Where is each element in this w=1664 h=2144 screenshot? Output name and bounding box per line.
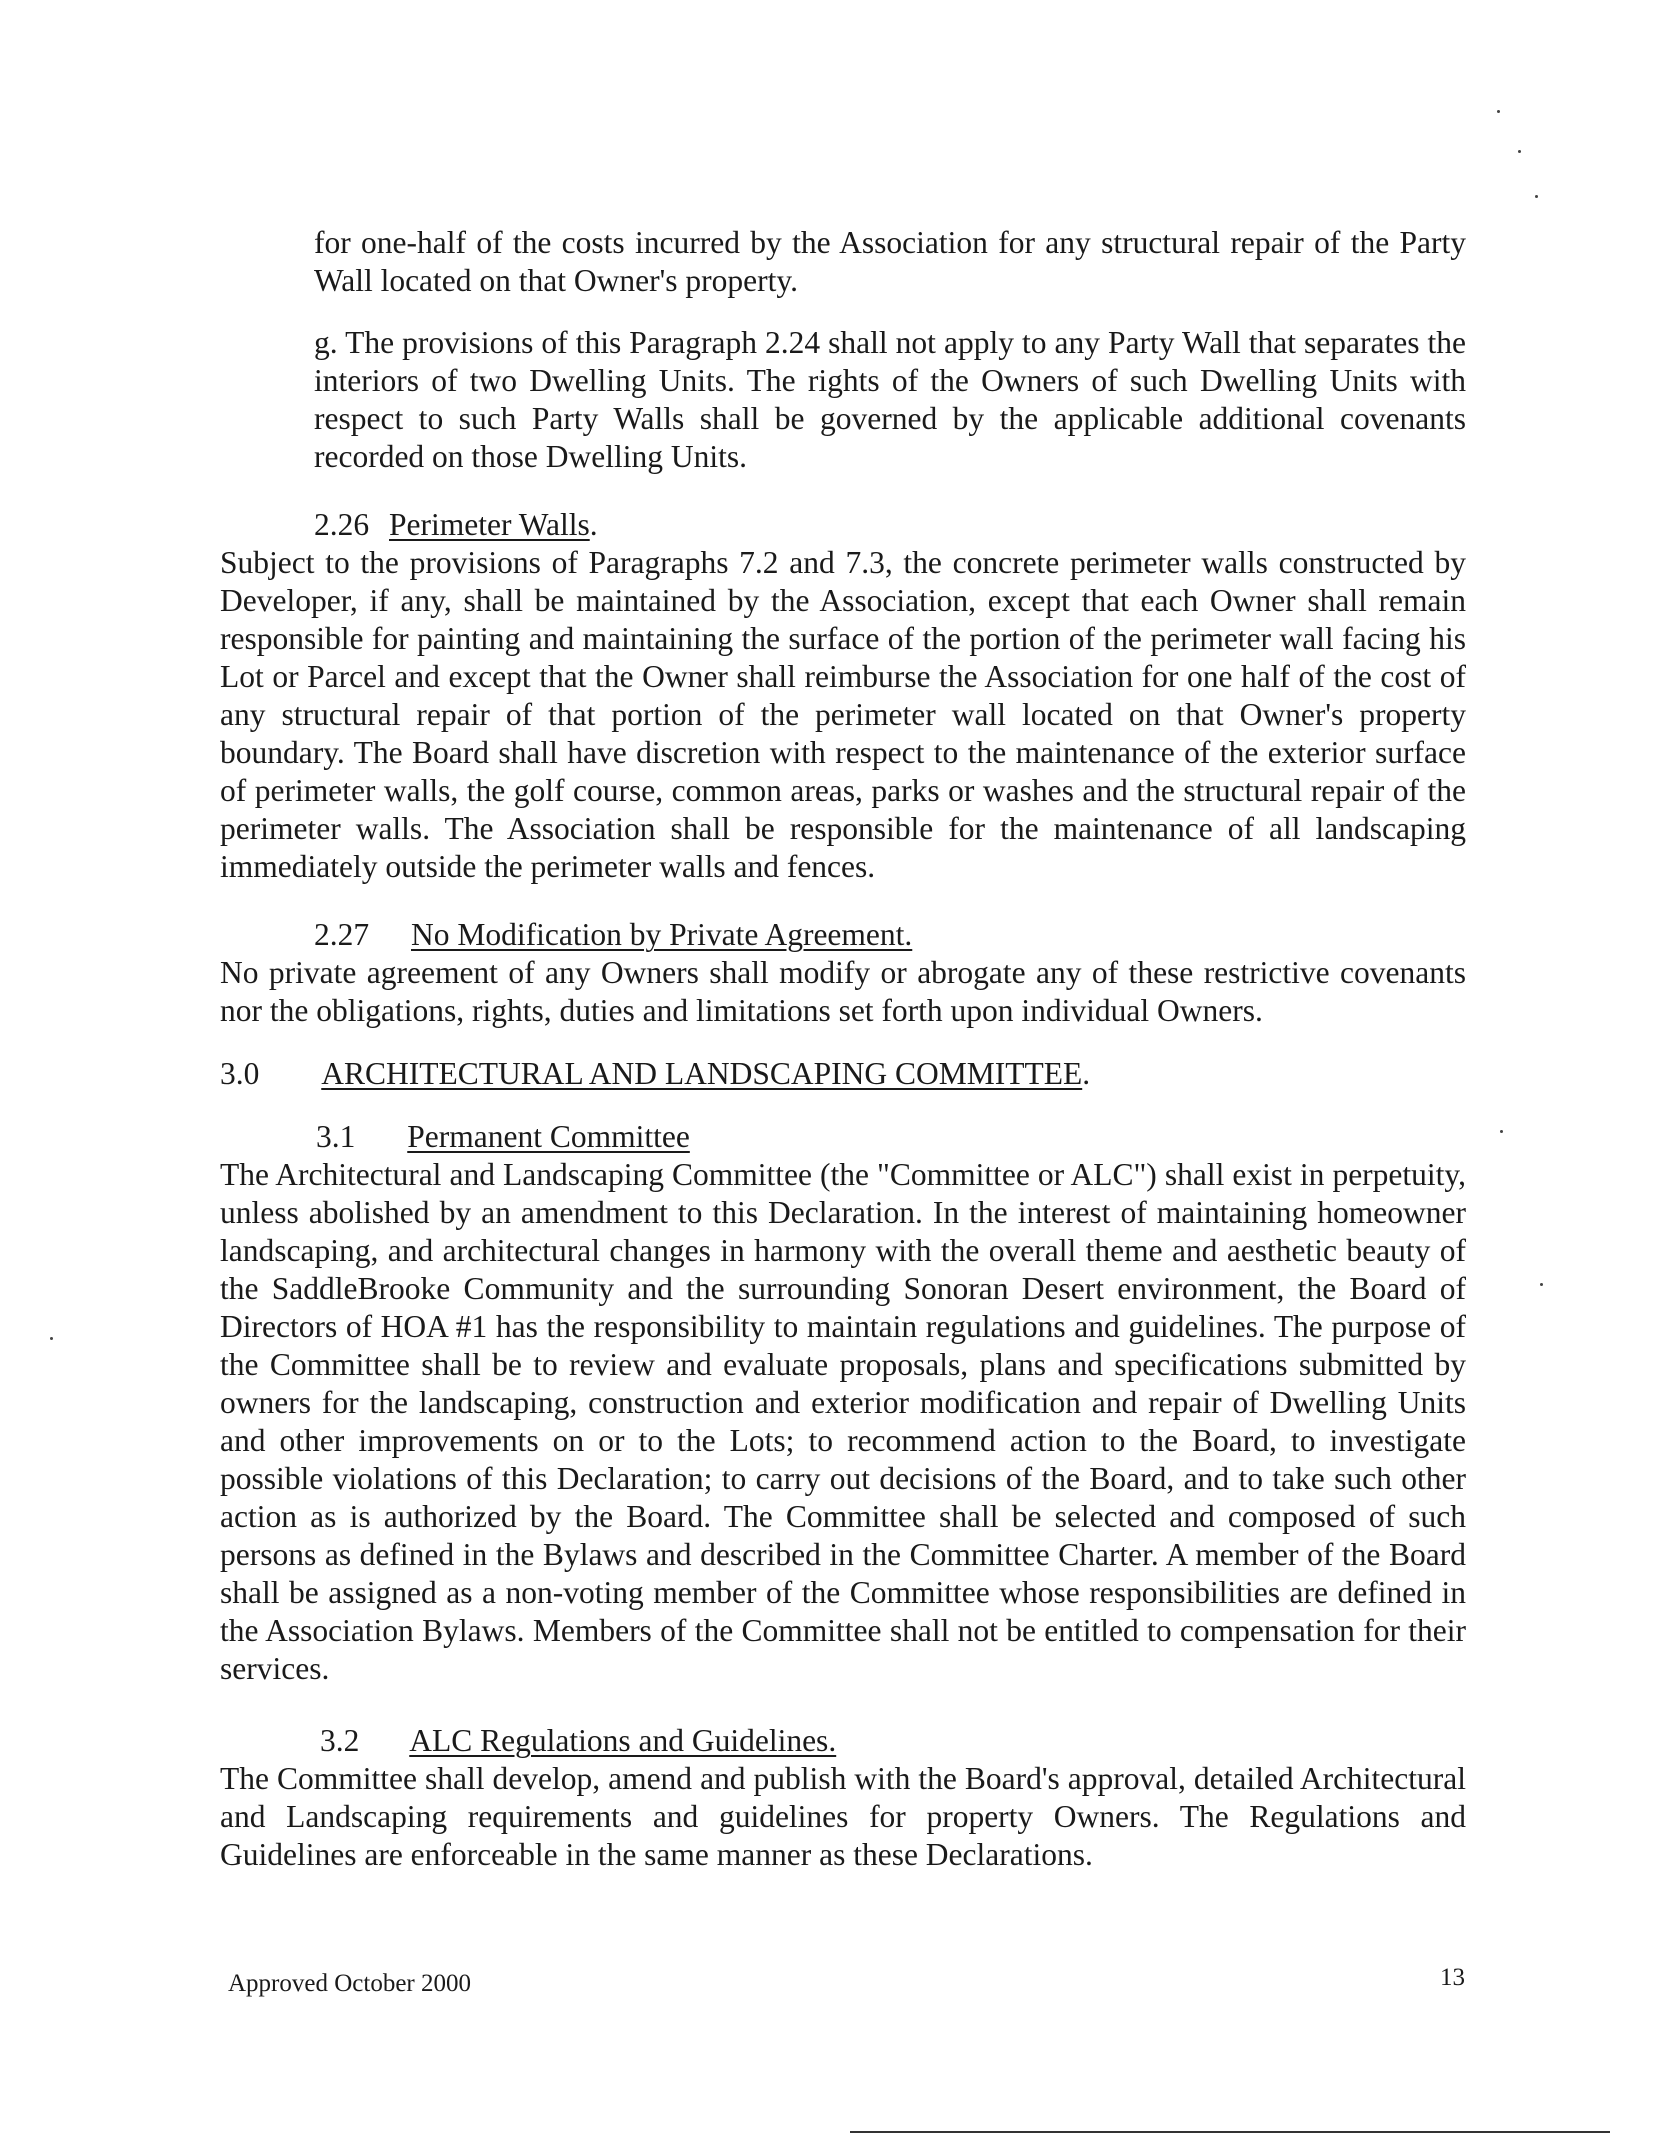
- section-title: ALC Regulations and Guidelines.: [409, 1723, 837, 1758]
- paragraph-g: g. The provisions of this Paragraph 2.24 shall not apply to any Party Wall that separates the interiors of two Dwelling Units. The rights of the Owners of such Dwelling Units with respect to such Party Walls shall be governed by the applicable additional covenants recorded on those Dwelling Units.: [314, 325, 1466, 474]
- section-3-1-heading: [316, 1118, 690, 1156]
- section-3-2-body: The Committee shall develop, amend and publish with the Board's approval, detailed Architectural and Landscaping requirements and guidelines for property Owners. The Regulations and Guidelines are enforceable in the same manner as these Declarations.: [220, 1761, 1466, 1872]
- section-title: Perimeter Walls: [389, 507, 590, 542]
- section-3-2-heading: [320, 1722, 836, 1760]
- scan-speck: [1540, 1283, 1543, 1286]
- section-number: 2.27: [314, 917, 370, 952]
- page-number: 13: [1440, 1964, 1465, 1991]
- section-number: 3.2: [320, 1723, 360, 1758]
- section-title: No Modification by Private Agreement.: [411, 917, 913, 952]
- scan-edge-line: [850, 2131, 1610, 2133]
- paragraph-f-continuation: for one-half of the costs incurred by the Association for any structural repair of the Party Wall located on that Owner's property.: [314, 225, 1466, 298]
- scan-speck: [1500, 1130, 1503, 1133]
- section-title: ARCHITECTURAL AND LANDSCAPING COMMITTEE: [321, 1056, 1083, 1091]
- section-3-0-heading: 3.0 ARCHITECTURAL AND LANDSCAPING COMMITTEE.: [220, 1056, 1091, 1091]
- section-2-26-heading: 2.26 Perimeter Walls.: [314, 507, 598, 542]
- section-2-27-body: No private agreement of any Owners shall modify or abrogate any of these restrictive covenants nor the obligations, rights, duties and limitations set forth upon individual Owners.: [220, 955, 1466, 1028]
- section-number: 3.0: [220, 1056, 260, 1091]
- scan-speck: [1497, 110, 1500, 113]
- scan-speck: [50, 1337, 53, 1340]
- scan-speck: [1535, 195, 1538, 198]
- section-number: 2.26: [314, 507, 370, 542]
- section-number: 3.1: [316, 1119, 356, 1154]
- scan-speck: [1518, 150, 1521, 153]
- approval-footer: Approved October 2000: [228, 1970, 471, 1997]
- section-2-26-body: Subject to the provisions of Paragraphs 7.2 and 7.3, the concrete perimeter walls constructed by Developer, if any, shall be maintained by the Association, except that each Owner shall remain responsible for painting and maintaining the surface of the portion of the perimeter wall facing his Lot or Parcel and except that the Owner shall reimburse the Association for one half of the cost of any structural repair of that portion of the perimeter wall located on that Owner's property boundary. The Board shall have discretion with respect to the maintenance of the exterior surface of perimeter walls, the golf course, common areas, parks or washes and the structural repair of the perimeter walls. The Association shall be responsible for the maintenance of all landscaping immediately outside the perimeter walls and fences.: [220, 545, 1466, 884]
- section-title: Permanent Committee: [407, 1119, 690, 1154]
- section-2-27-heading: [314, 916, 912, 954]
- section-3-1-body: The Architectural and Landscaping Committee (the "Committee or ALC") shall exist in perpetuity, unless abolished by an amendment to this Declaration. In the interest of maintaining homeowner landscaping, and architectural changes in harmony with the overall theme and aesthetic beauty of the SaddleBrooke Community and the surrounding Sonoran Desert environment, the Board of Directors of HOA #1 has the responsibility to maintain regulations and guidelines. The purpose of the Committee shall be to review and evaluate proposals, plans and specifications submitted by owners for the landscaping, construction and exterior modification and repair of Dwelling Units and other improvements on or to the Lots; to recommend action to the Board, to investigate possible violations of this Declaration; to carry out decisions of the Board, and to take such other action as is authorized by the Board. The Committee shall be selected and composed of such persons as defined in the Bylaws and described in the Committee Charter. A member of the Board shall be assigned as a non-voting member of the Committee whose responsibilities are defined in the Association Bylaws. Members of the Committee shall not be entitled to compensation for their services.: [220, 1157, 1466, 1686]
